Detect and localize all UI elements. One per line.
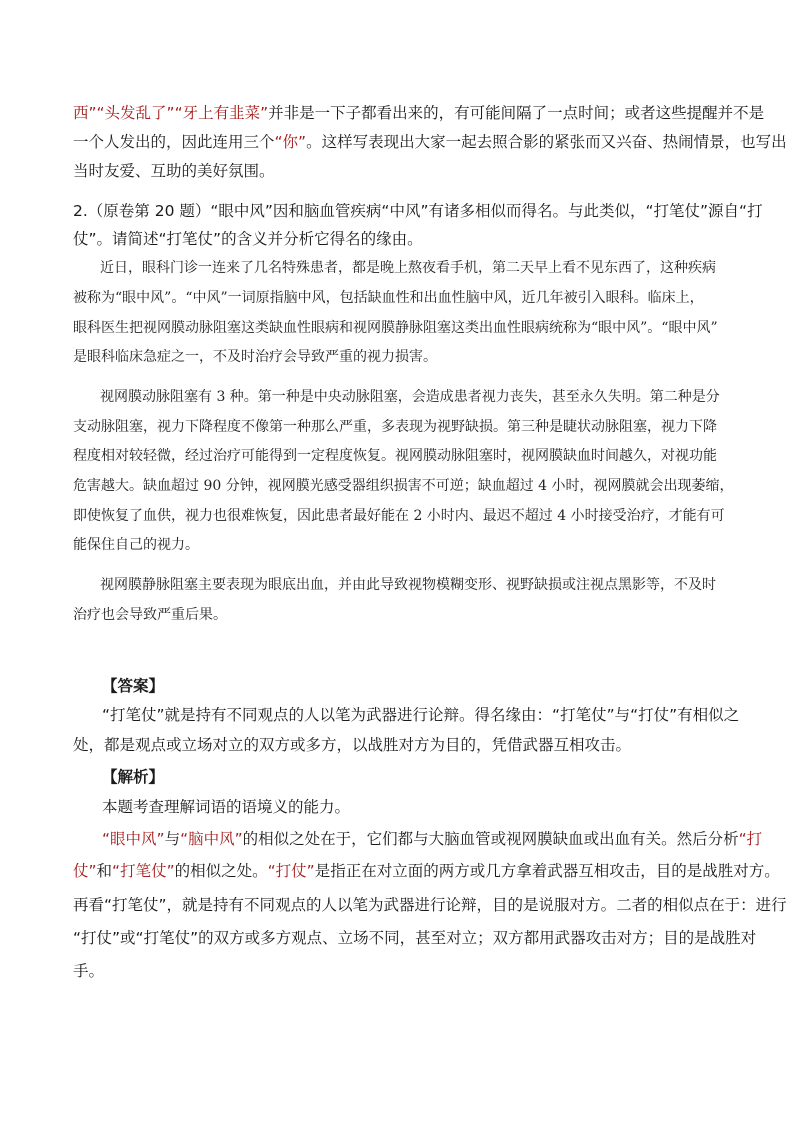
analysis-line-6: 手。 xyxy=(73,962,105,980)
question-line-2: 仗”。请简述“打笔仗”的含义并分析它得名的缘由。 xyxy=(73,230,423,248)
passage-line: 治疗也会导致严重后果。 xyxy=(73,607,227,623)
analysis-line-5: “打仗”或“打笔仗”的双方或多方观点、立场不同，甚至对立；双方都用武器攻击对方；目的是战胜对 xyxy=(73,929,757,947)
prev-analysis-line-2: 一个人发出的，因此连用三个“你”。这样写表现出大家一起去照合影的紧张而又兴奋、热闹情景，也写出 xyxy=(73,133,787,151)
analysis-line-4: 再看“打笔仗”，就是持有不同观点的人以笔为武器进行论辩，目的是说服对方。二者的相似点在于：进行 xyxy=(73,896,787,914)
passage-line: 视网膜动脉阻塞有 3 种。第一种是中央动脉阻塞，会造成患者视力丧失，甚至永久失明。第二种是分 xyxy=(100,389,720,405)
analysis-line-3: 仗”和“打笔仗”的相似之处。“打仗”是指正在对立面的两方或几方拿着武器互相攻击，目的是战胜对方。 xyxy=(73,862,780,880)
prev-analysis-line-1: 西”“头发乱了”“牙上有韭菜”并非是一下子都看出来的，有可能间隔了一点时间；或者这些提醒并不是 xyxy=(73,104,765,122)
passage-line: 视网膜静脉阻塞主要表现为眼底出血，并由此导致视物模糊变形、视野缺损或注视点黑影等，不及时 xyxy=(100,577,716,593)
quoted-you: “你” xyxy=(274,133,307,151)
passage-line: 程度相对较轻微，经过治疗可能得到一定程度恢复。视网膜动脉阻塞时，视网膜缺血时间越久，对视功能 xyxy=(73,448,717,464)
passage-line: 眼科医生把视网膜动脉阻塞这类缺血性眼病和视网膜静脉阻塞这类出血性眼病统称为“眼中风”。“眼中风” xyxy=(73,320,718,336)
analysis-line-1: 本题考查理解词语的语境义的能力。 xyxy=(102,798,351,816)
answer-heading: 【答案】 xyxy=(102,677,165,695)
question-line-1: 2.（原卷第 20 题）“眼中风”因和脑血管疾病“中风”有诸多相似而得名。与此类似，“打笔仗”源自“打 xyxy=(73,202,763,220)
passage-line: 危害越大。缺血超过 90 分钟，视网膜光感受器组织损害不可逆；缺血超过 4 小时，视网膜就会出现萎缩， xyxy=(73,478,734,494)
passage-line: 能保住自己的视力。 xyxy=(73,537,199,553)
passage-line: 被称为“眼中风”。“中风”一词原指脑中风，包括缺血性和出血性脑中风，近几年被引入眼科。临床上， xyxy=(73,290,704,306)
passage-line: 即使恢复了血供，视力也很难恢复，因此患者最好能在 2 小时内、最迟不超过 4 小时接受治疗，才能有可 xyxy=(73,508,725,524)
answer-line-1: “打笔仗”就是持有不同观点的人以笔为武器进行论辩。得名缘由：“打笔仗”与“打仗”有相似之 xyxy=(102,706,740,724)
analysis-heading: 【解析】 xyxy=(102,768,165,786)
passage-line: 支动脉阻塞，视力下降程度不像第一种那么严重，多表现为视野缺损。第三种是睫状动脉阻塞，视力下降 xyxy=(73,419,717,435)
passage-line: 是眼科临床急症之一，不及时治疗会导致严重的视力损害。 xyxy=(73,349,437,365)
answer-line-2: 处，都是观点或立场对立的双方或多方，以战胜对方为目的，凭借武器互相攻击。 xyxy=(73,736,632,754)
prev-analysis-line-3: 当时友爱、互助的美好氛围。 xyxy=(73,162,275,180)
quoted-phrases: 西”“头发乱了”“牙上有韭菜” xyxy=(73,104,269,122)
passage-line: 近日，眼科门诊一连来了几名特殊患者，都是晚上熬夜看手机，第二天早上看不见东西了，这种疾病 xyxy=(100,260,716,276)
analysis-line-2: “眼中风”与“脑中风”的相似之处在于，它们都与大脑血管或视网膜缺血或出血有关。然后分析“打 xyxy=(102,830,763,848)
